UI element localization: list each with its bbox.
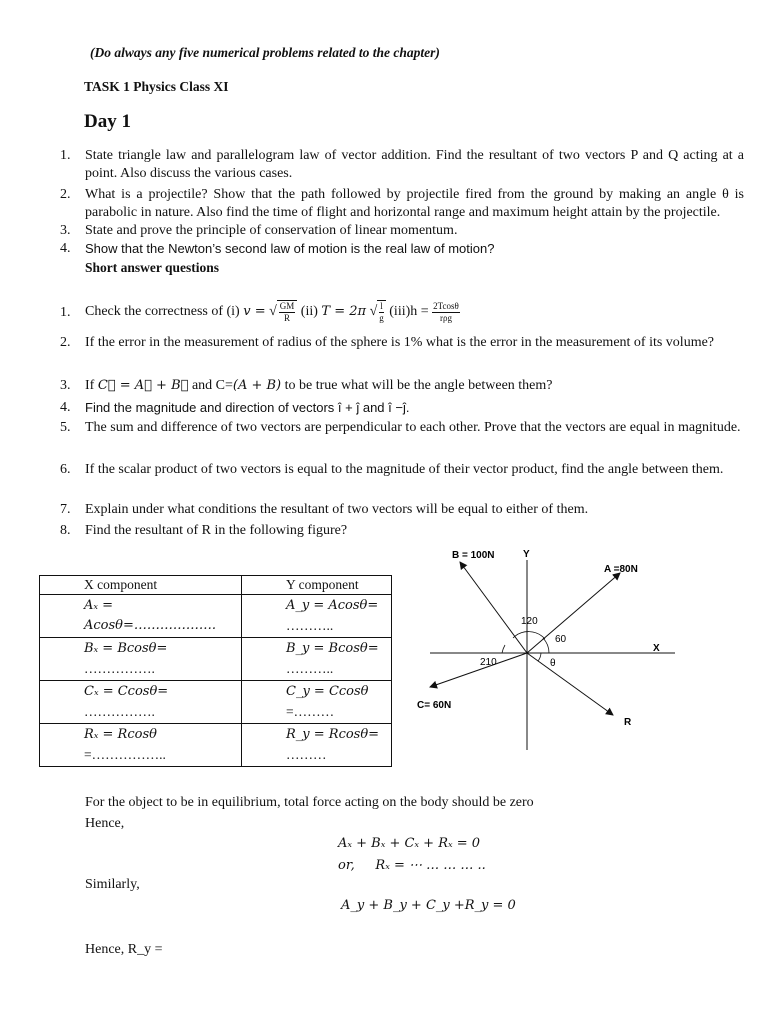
question-number: 3. <box>60 223 71 238</box>
components-table <box>39 575 392 767</box>
fraction-denominator: g <box>379 313 384 323</box>
table-row <box>40 595 392 638</box>
formula-label-ii: (ii) <box>300 304 318 320</box>
task-title: TASK 1 Physics Class XI <box>84 79 229 94</box>
label-angle-60: 60 <box>555 634 567 645</box>
question-number: 2. <box>60 335 71 350</box>
equilibrium-statement: For the object to be in equilibrium, total force acting on the body should be zero <box>85 795 534 810</box>
question-text: If <box>85 378 95 393</box>
by-value: ……….. <box>286 661 334 676</box>
angle-arc-210 <box>502 645 505 653</box>
force-diagram <box>410 545 680 755</box>
table-row <box>40 724 392 767</box>
ry-value: ……… <box>286 747 327 762</box>
question-text: State and prove the principle of conservation of linear momentum. <box>85 223 458 238</box>
short-question-7 <box>60 501 744 519</box>
short-question-3 <box>60 377 744 395</box>
bx-cell: Bₓ = Bcosθ= <box>84 641 168 656</box>
question-text: If the scalar product of two vectors is equal to the magnitude of their vector product, find the angle between them. <box>85 462 724 477</box>
instruction-note: (Do always any five numerical problems related to the chapter) <box>90 45 440 60</box>
short-question-8 <box>60 522 744 540</box>
cy-cell: C_y = Ccosθ <box>286 684 369 699</box>
vector-a-arrow <box>527 573 620 653</box>
angle-arc-120 <box>513 632 545 639</box>
hence-label: Hence, <box>85 816 125 831</box>
angle-arc-60 <box>543 638 549 653</box>
table-row <box>40 638 392 681</box>
label-angle-210: 210 <box>480 657 497 668</box>
short-question-4 <box>60 399 744 417</box>
cy-value: =……… <box>286 704 335 719</box>
vector-equation: C⃗ = A⃗ + B⃗ <box>97 378 189 393</box>
question-text: The sum and difference of two vectors are perpendicular to each other. Prove that the vectors are equal in magnitude. <box>85 420 741 435</box>
ax-value: Acosθ=………………. <box>84 618 217 633</box>
formula-v: v = <box>243 304 266 320</box>
short-question-2 <box>60 334 744 352</box>
question-text: What is a projectile? Show that the path followed by projectile fired from the ground by making an angle θ is parabolic in nature. Also find the time of flight and horizontal range and maximum height attain by the projectile. <box>85 187 744 220</box>
vector-c-arrow <box>430 653 527 687</box>
question-number: 4. <box>60 400 71 415</box>
hence-ry: Hence, R_y = <box>85 942 163 957</box>
formula-h: (iii)h = <box>389 304 429 320</box>
short-answer-heading: Short answer questions <box>85 260 220 275</box>
label-b: B = 100N <box>452 550 495 561</box>
equation-y-sum: A_y + B_y + C_y +R_y = 0 <box>341 898 516 913</box>
short-question-6 <box>60 461 744 479</box>
long-question-3 <box>60 222 744 240</box>
formula-t: T = 2π <box>321 304 367 320</box>
day-heading: Day 1 <box>84 111 131 132</box>
question-number: 5. <box>60 420 71 435</box>
sqrt-sign: √ <box>269 304 277 320</box>
question-number: 3. <box>60 378 71 393</box>
question-text: State triangle law and parallelogram law of vector addition. Find the resultant of two vectors P and Q acting at a point. Also discuss the various cases. <box>85 148 744 181</box>
fraction-numerator: l <box>380 301 383 311</box>
bx-value: ……………. <box>84 661 155 676</box>
y-component-header: Y component <box>242 576 392 595</box>
short-question-5 <box>60 419 744 437</box>
table-row <box>40 681 392 724</box>
question-text: and C= <box>191 378 233 393</box>
question-number: 4. <box>60 241 71 256</box>
fraction-numerator: GM <box>279 301 295 311</box>
fraction-numerator: 2Tcosθ <box>433 300 459 311</box>
vector-r-arrow <box>527 653 613 715</box>
angle-arc-theta <box>538 653 541 661</box>
formula-label-i: (i) <box>226 304 240 320</box>
label-angle-theta: θ <box>550 658 556 669</box>
ay-value: ……….. <box>286 618 334 633</box>
cx-cell: Cₓ = Ccosθ= <box>84 684 169 699</box>
vector-sum: (A + B) <box>232 378 282 393</box>
long-question-4 <box>60 240 744 258</box>
long-question-1 <box>60 147 744 182</box>
label-y: Y <box>523 549 530 560</box>
label-r: R <box>624 717 632 728</box>
fraction-denominator: R <box>284 313 291 323</box>
question-number: 1. <box>60 305 71 320</box>
question-text: to be true what will be the angle between them? <box>284 378 553 393</box>
ax-cell: Aₓ = <box>84 598 114 613</box>
x-component-header: X component <box>40 576 242 595</box>
equation-rx: or, Rₓ = ⋯ … … … .. <box>338 858 486 873</box>
question-number: 8. <box>60 523 71 538</box>
question-number: 6. <box>60 462 71 477</box>
cx-value: ……………. <box>84 704 155 719</box>
equation-x-sum: Aₓ + Bₓ + Cₓ + Rₓ = 0 <box>338 836 481 851</box>
question-text: Show that the Newton’s second law of motion is the real law of motion? <box>85 241 495 256</box>
rx-value: =…………….. <box>84 747 166 762</box>
label-a: A =80N <box>604 564 638 575</box>
question-number: 1. <box>60 148 71 163</box>
label-x: X <box>653 643 660 654</box>
fraction-denominator: rρg <box>440 312 452 323</box>
long-question-2 <box>60 186 744 221</box>
similarly-label: Similarly, <box>85 877 140 892</box>
question-text: Find the resultant of R in the following figure? <box>85 523 348 538</box>
question-text: Check the correctness of <box>85 304 223 320</box>
question-text: If the error in the measurement of radius of the sphere is 1% what is the error in the measurement of its volume? <box>85 335 715 350</box>
label-angle-120: 120 <box>521 616 538 627</box>
vector-b-arrow <box>460 562 527 653</box>
rx-cell: Rₓ = Rcosθ <box>84 727 157 742</box>
ay-cell: A_y = Acosθ= <box>286 598 379 613</box>
question-number: 2. <box>60 187 71 202</box>
ry-cell: R_y = Rcosθ= <box>286 727 380 742</box>
question-text: Find the magnitude and direction of vectors î + ĵ and î −ĵ. <box>85 400 410 415</box>
question-text: Explain under what conditions the resultant of two vectors will be equal to either of them. <box>85 502 589 517</box>
short-question-1 <box>60 300 744 324</box>
sqrt-sign: √ <box>369 304 378 320</box>
question-number: 7. <box>60 502 71 517</box>
label-c: C= 60N <box>417 700 452 711</box>
by-cell: B_y = Bcosθ= <box>286 641 379 656</box>
